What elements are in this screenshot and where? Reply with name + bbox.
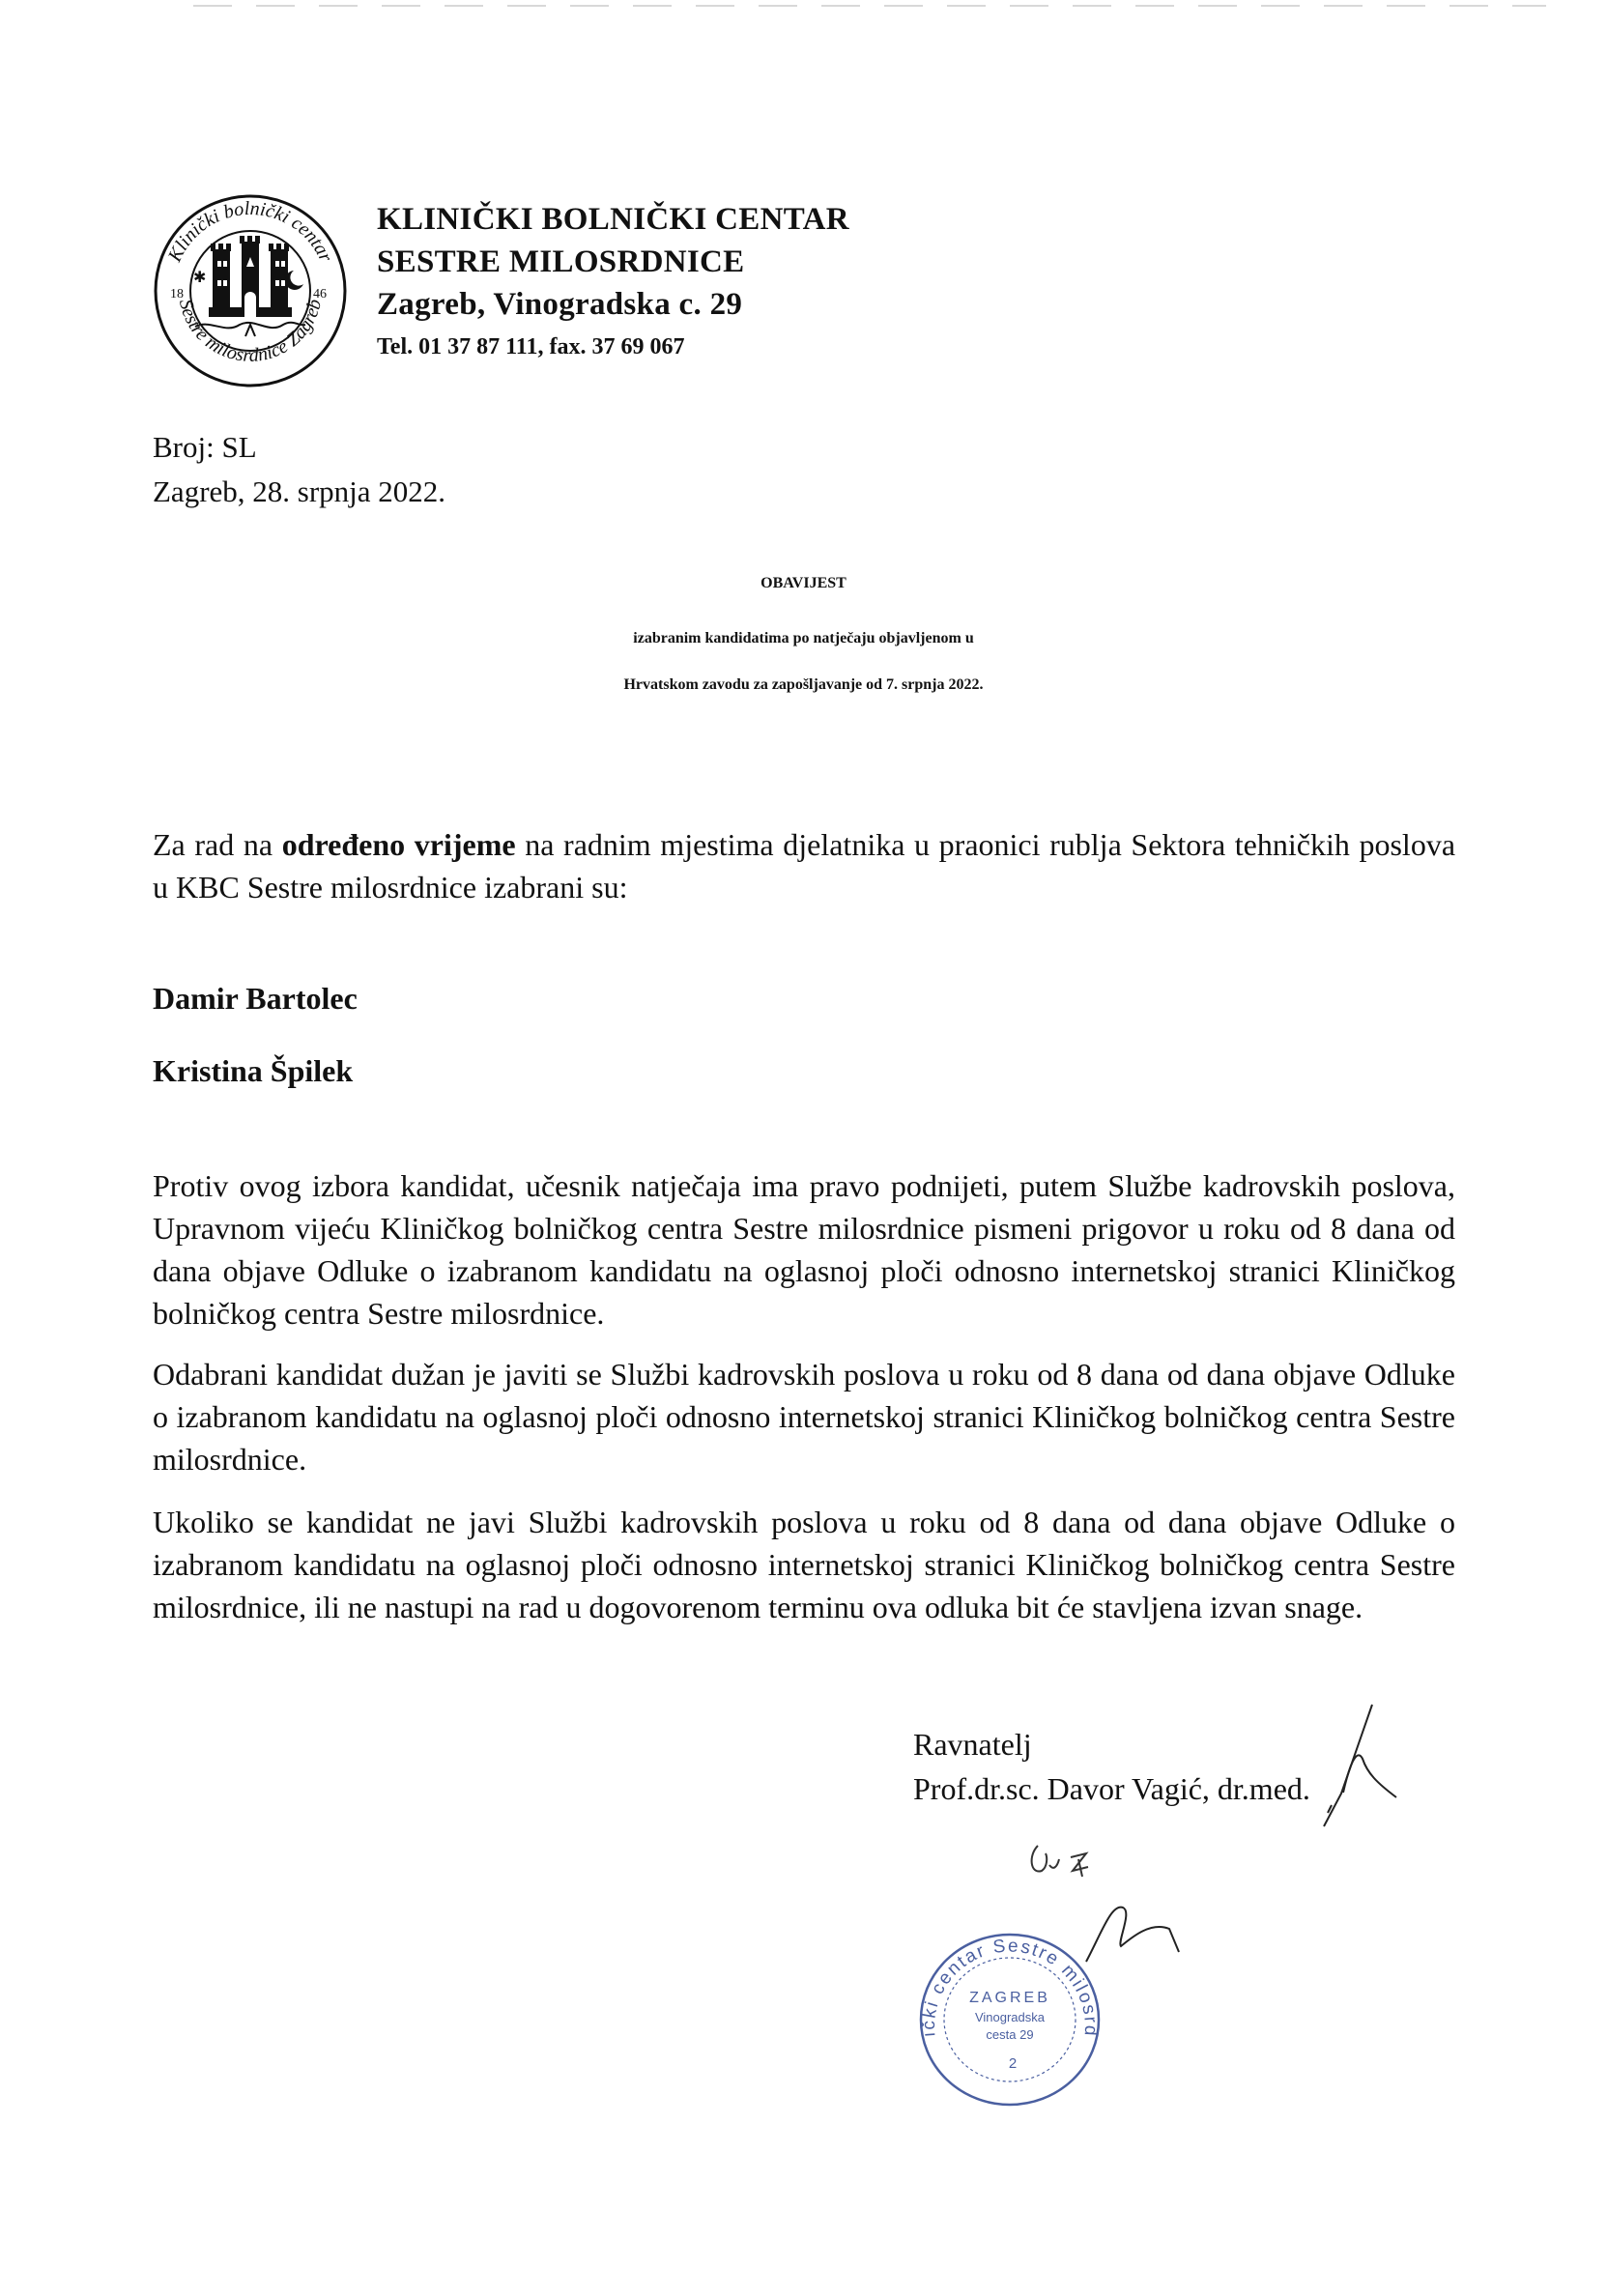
official-stamp xyxy=(908,1923,1111,2116)
handwritten-initials xyxy=(1024,1836,1102,1884)
intro-text-post: na radnim mjestima djelatnika u praonici rublja Sektora tehničkih poslova u KBC Sestre milosrdnice izabrani su: xyxy=(153,827,1456,904)
candidate-name: Damir Bartolec xyxy=(153,981,358,1016)
title-subline-2: Hrvatskom zavodu za zapošljavanje od 7. srpnja 2022. xyxy=(623,676,984,693)
logo-text-bottom: Sestre milosrdnice Zagreb xyxy=(174,297,327,367)
logo-year-left: 18 xyxy=(170,287,184,301)
header-contact: Tel. 01 37 87 111, fax. 37 69 067 xyxy=(377,334,685,359)
institution-header xyxy=(377,198,849,368)
header-address: Zagreb, Vinogradska c. 29 xyxy=(377,287,743,322)
signature-block xyxy=(913,1722,1310,1811)
intro-text-bold: određeno vrijeme xyxy=(281,827,516,862)
title-subline-1: izabranim kandidatima po natječaju objavljenom u xyxy=(633,630,974,646)
body-paragraph-objection: Protiv ovog izbora kandidat, učesnik natječaja ima pravo podnijeti, putem Službe kadrovskih poslova, Upravnom vijeću Kliničkog bolničkog centra Sestre milosrdnice pismeni prigovor u roku od 8 dana od dana objave Odluke o izabranom kandidatu na oglasnoj ploči odnosno internetskoj stranici Kliničkog bolničkog centra Sestre milosrdnice. xyxy=(153,1168,1455,1331)
stamp-street-number: cesta 29 xyxy=(986,2027,1034,2042)
document-title: OBAVIJEST xyxy=(760,575,847,591)
reference-number: Broj: SL xyxy=(153,430,257,464)
stamp-city: ZAGREB xyxy=(969,1990,1050,2006)
signature-flourish xyxy=(1082,1894,1208,1971)
svg-text:✱: ✱ xyxy=(193,270,207,286)
signatory-role: Ravnatelj xyxy=(913,1727,1032,1762)
stamp-ring-text: ički centar Sestre milosrd xyxy=(918,1936,1102,2039)
candidate-name: Kristina Špilek xyxy=(153,1053,354,1088)
scan-artifact xyxy=(0,0,1607,14)
hospital-logo xyxy=(153,193,348,388)
intro-text-pre: Za rad na xyxy=(153,827,282,862)
handwritten-signature xyxy=(1314,1701,1401,1836)
intro-paragraph xyxy=(153,823,1455,908)
document-meta xyxy=(153,425,445,514)
document-date: Zagreb, 28. srpnja 2022. xyxy=(153,474,446,508)
header-line-2: SESTRE MILOSRDNICE xyxy=(377,244,745,279)
stamp-id: 2 xyxy=(1008,2055,1018,2072)
logo-year-right: 46 xyxy=(313,287,327,301)
logo-text-top: Klinički bolnički centar xyxy=(163,197,337,266)
body-paragraph-deadline: Ukoliko se kandidat ne javi Službi kadrovskih poslova u roku od 8 dana od dana objave Odluke o izabranom kandidatu na oglasnoj ploči odnosno internetskoj stranici Kliničkog bolničkog centra Sestre milosrdnice, ili ne nastupi na rad u dogovorenom terminu ova odluka bit će stavljena izvan snage. xyxy=(153,1505,1455,1624)
stamp-street: Vinogradska xyxy=(974,2010,1046,2024)
body-paragraph-report: Odabrani kandidat dužan je javiti se Službi kadrovskih poslova u roku od 8 dana od dana objave Odluke o izabranom kandidatu na oglasnoj ploči odnosno internetskoj stranici Kliničkog bolničkog centra Sestre milosrdnice. xyxy=(153,1357,1455,1477)
signatory-name: Prof.dr.sc. Davor Vagić, dr.med. xyxy=(913,1771,1310,1806)
header-line-1: KLINIČKI BOLNIČKI CENTAR xyxy=(377,202,849,237)
